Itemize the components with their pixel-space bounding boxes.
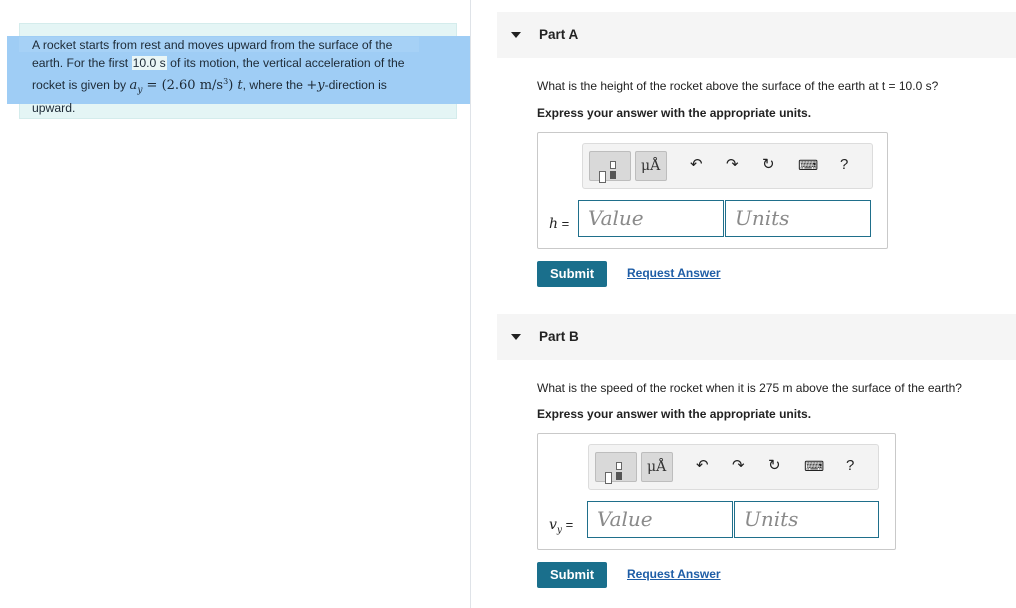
undo-icon[interactable]: ↶ — [696, 457, 709, 474]
part-b-title: Part B — [539, 329, 579, 344]
redo-icon[interactable]: ↷ — [732, 457, 745, 474]
keyboard-icon[interactable]: ⌨ — [804, 458, 825, 474]
formula-accel: $a_y$ — [129, 77, 143, 96]
caret-down-icon — [511, 334, 521, 340]
help-icon[interactable]: ? — [840, 156, 849, 173]
help-icon[interactable]: ? — [846, 457, 855, 474]
direction-symbol: +y — [306, 77, 325, 93]
fraction-template-icon[interactable] — [595, 452, 637, 482]
part-b-answer-box — [537, 433, 896, 550]
part-b-question: What is the speed of the rocket when it is 275 m above the surface of the earth? — [537, 381, 962, 395]
part-a-question: What is the height of the rocket above the surface of the earth at t = 10.0 s? — [537, 79, 939, 93]
caret-down-icon — [511, 32, 521, 38]
problem-line-4: upward. — [32, 101, 76, 116]
units-icon[interactable]: μÅ — [635, 151, 667, 181]
keyboard-icon[interactable]: ⌨ — [798, 157, 819, 173]
part-b-variable-label: $v_y$ = — [549, 517, 574, 536]
problem-line-1: A rocket starts from rest and moves upward from the surface of the — [32, 38, 393, 52]
reset-icon[interactable]: ↻ — [762, 156, 775, 173]
reset-icon[interactable]: ↻ — [768, 457, 781, 474]
request-answer-link[interactable]: Request Answer — [627, 266, 721, 280]
submit-button[interactable]: Submit — [537, 261, 607, 287]
problem-statement — [32, 37, 452, 118]
panel-divider — [470, 0, 471, 608]
part-b-header[interactable] — [497, 314, 1016, 360]
undo-icon[interactable]: ↶ — [690, 156, 703, 173]
submit-button[interactable]: Submit — [537, 562, 607, 588]
time-value: 10.0 s — [132, 55, 166, 70]
part-a-title: Part A — [539, 27, 579, 42]
units-input[interactable]: Units — [725, 200, 871, 237]
part-a-instruction: Express your answer with the appropriate units. — [537, 106, 812, 120]
units-input[interactable]: Units — [734, 501, 879, 538]
part-a-math-toolbar — [582, 143, 873, 189]
value-input[interactable]: Value — [587, 501, 733, 538]
redo-icon[interactable]: ↷ — [726, 156, 739, 173]
part-a-header[interactable] — [497, 12, 1016, 58]
value-input[interactable]: Value — [578, 200, 724, 237]
problem-line-3: rocket is given by $a_y = (2.60$ $m/s^3$) t, where the +y-direction is — [32, 76, 387, 96]
part-a-answer-box — [537, 132, 888, 249]
units-icon[interactable]: μÅ — [641, 452, 673, 482]
part-b-instruction: Express your answer with the appropriate units. — [537, 407, 812, 421]
part-a-variable-label: h = — [549, 216, 570, 232]
part-b-math-toolbar — [588, 444, 879, 490]
problem-line-2: earth. For the first 10.0 s of its motion, the vertical acceleration of the — [32, 55, 405, 70]
request-answer-link[interactable]: Request Answer — [627, 567, 721, 581]
fraction-template-icon[interactable] — [589, 151, 631, 181]
